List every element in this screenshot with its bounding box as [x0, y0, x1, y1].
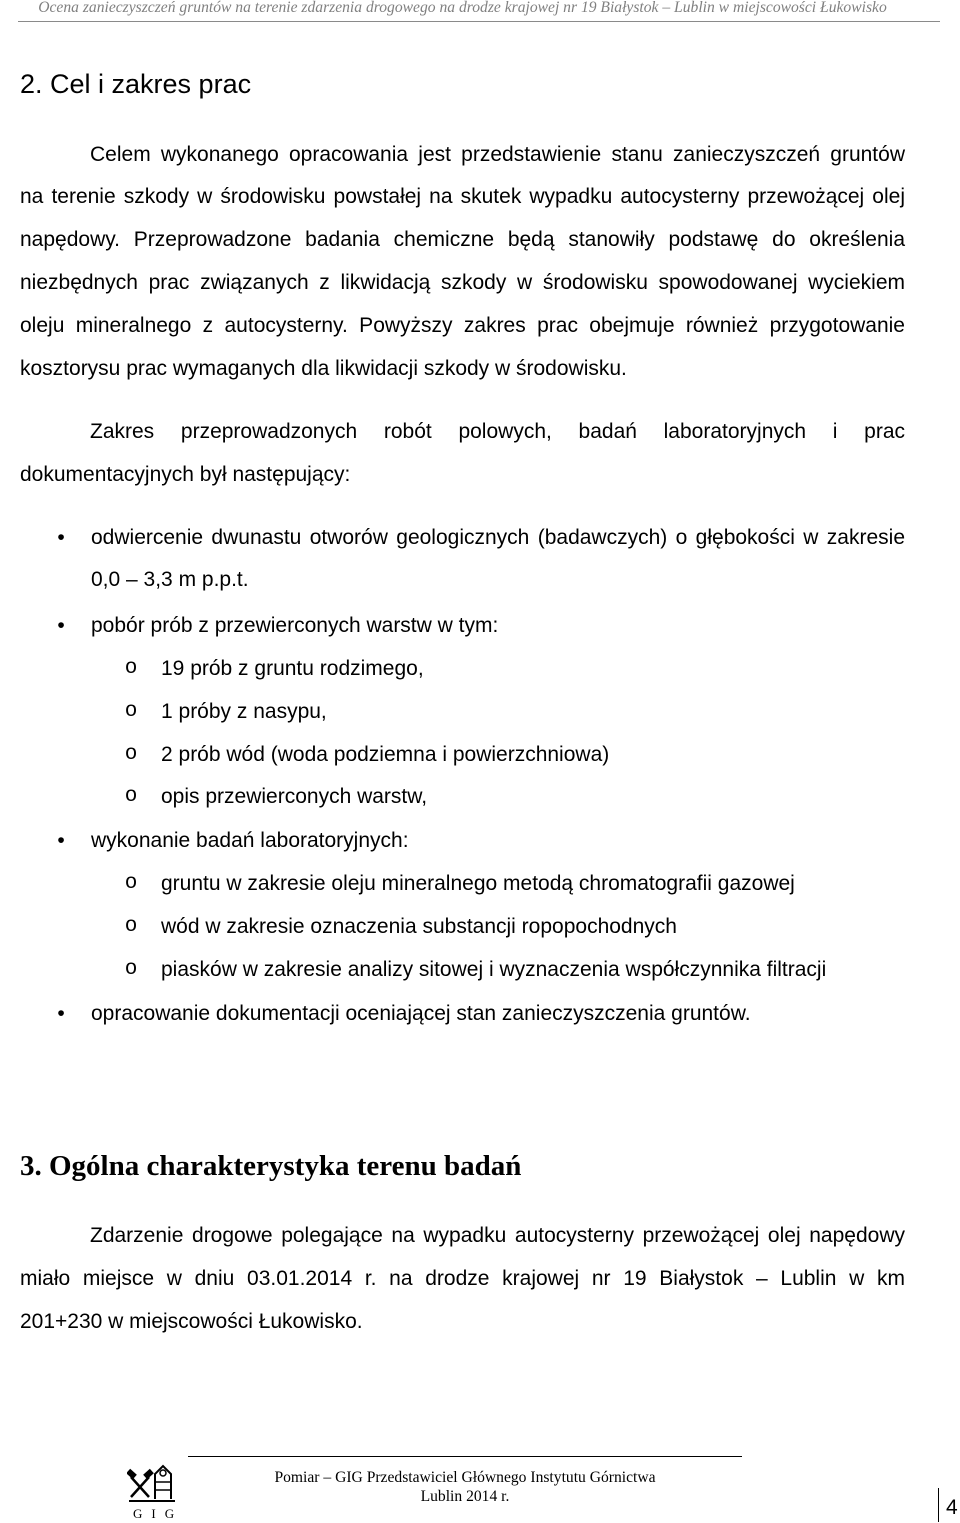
paragraph-line: Zdarzenie drogowe polegające na wypadku autocysterny przewożącej olej napędowy [90, 1224, 905, 1247]
paragraph-line: napędowy. Przeprowadzone badania chemiczne będą stanowiły podstawę do określenia [20, 228, 905, 251]
section-2-heading: 2. Cel i zakres prac [20, 69, 252, 99]
sub-bullet-marker: o [124, 958, 138, 981]
sub-item-text: wód w zakresie oznaczenia substancji ropopochodnych [161, 915, 677, 938]
sub-bullet-marker: o [124, 872, 138, 895]
footer-place-date: Lublin 2014 r. [420, 1488, 510, 1505]
footer-institution: Pomiar – GIG Przedstawiciel Głównego Instytutu Górnictwa [274, 1469, 656, 1486]
bullet-marker: • [57, 614, 65, 637]
footer-rule [188, 1456, 742, 1457]
bullet-marker: • [57, 829, 65, 852]
paragraph-line: Zakres przeprowadzonych robót polowych, badań laboratoryjnych i prac [90, 420, 905, 443]
bullet-marker: • [57, 526, 65, 549]
sub-item-text: gruntu w zakresie oleju mineralnego metodą chromatografii gazowej [161, 872, 795, 895]
page-number-rule [938, 1488, 939, 1522]
section-3-heading: 3. Ogólna charakterystyka terenu badań [20, 1150, 522, 1182]
list-item-text: odwiercenie dwunastu otworów geologicznych (badawczych) o głębokości w zakresie [91, 526, 905, 549]
gig-emblem-icon [127, 1461, 177, 1503]
sub-item-text: opis przewierconych warstw, [161, 785, 428, 808]
gig-logo-text: GIG [133, 1506, 184, 1521]
paragraph-line: oleju mineralnego z autocysterny. Powyższy zakres prac obejmuje również przygotowanie [20, 314, 905, 337]
sub-bullet-marker: o [124, 743, 138, 766]
sub-item-text: piasków w zakresie analizy sitowej i wyznaczenia współczynnika filtracji [161, 958, 827, 981]
header-rule [18, 21, 940, 22]
list-item-text: pobór prób z przewierconych warstw w tym: [91, 614, 499, 637]
bullet-marker: • [57, 1002, 65, 1025]
paragraph-line: na terenie szkody w środowisku powstałej na skutek wypadku autocysterny przewożącej olej [20, 185, 905, 208]
list-item-text: 0,0 – 3,3 m p.p.t. [91, 568, 249, 591]
paragraph-line: miało miejsce w dniu 03.01.2014 r. na drodze krajowej nr 19 Białystok – Lublin w km [20, 1267, 905, 1290]
sub-bullet-marker: o [124, 657, 138, 680]
paragraph-line: kosztorysu prac wymaganych dla likwidacji szkody w środowisku. [20, 357, 627, 380]
paragraph-line: Celem wykonanego opracowania jest przedstawienie stanu zanieczyszczeń gruntów [90, 143, 905, 166]
list-item-text: wykonanie badań laboratoryjnych: [91, 829, 409, 852]
paragraph-line: dokumentacyjnych był następujący: [20, 463, 351, 486]
list-item-text: opracowanie dokumentacji oceniającej stan zanieczyszczenia gruntów. [91, 1002, 751, 1025]
paragraph-line: 201+230 w miejscowości Łukowisko. [20, 1310, 363, 1333]
running-title: Ocena zanieczyszczeń gruntów na terenie zdarzenia drogowego na drodze krajowej nr 19 Białystok – Lublin w miejscowości Łukowisko [38, 0, 887, 16]
sub-bullet-marker: o [124, 915, 138, 938]
sub-bullet-marker: o [124, 785, 138, 808]
sub-item-text: 19 prób z gruntu rodzimego, [161, 657, 424, 680]
sub-bullet-marker: o [124, 700, 138, 723]
sub-item-text: 1 próby z nasypu, [161, 700, 327, 723]
gig-logo [127, 1461, 184, 1522]
sub-item-text: 2 prób wód (woda podziemna i powierzchniowa) [161, 743, 610, 766]
paragraph-line: niezbędnych prac związanych z likwidacją szkody w środowisku spowodowanej wyciekiem [20, 271, 905, 294]
page-number: 4 [946, 1496, 958, 1519]
